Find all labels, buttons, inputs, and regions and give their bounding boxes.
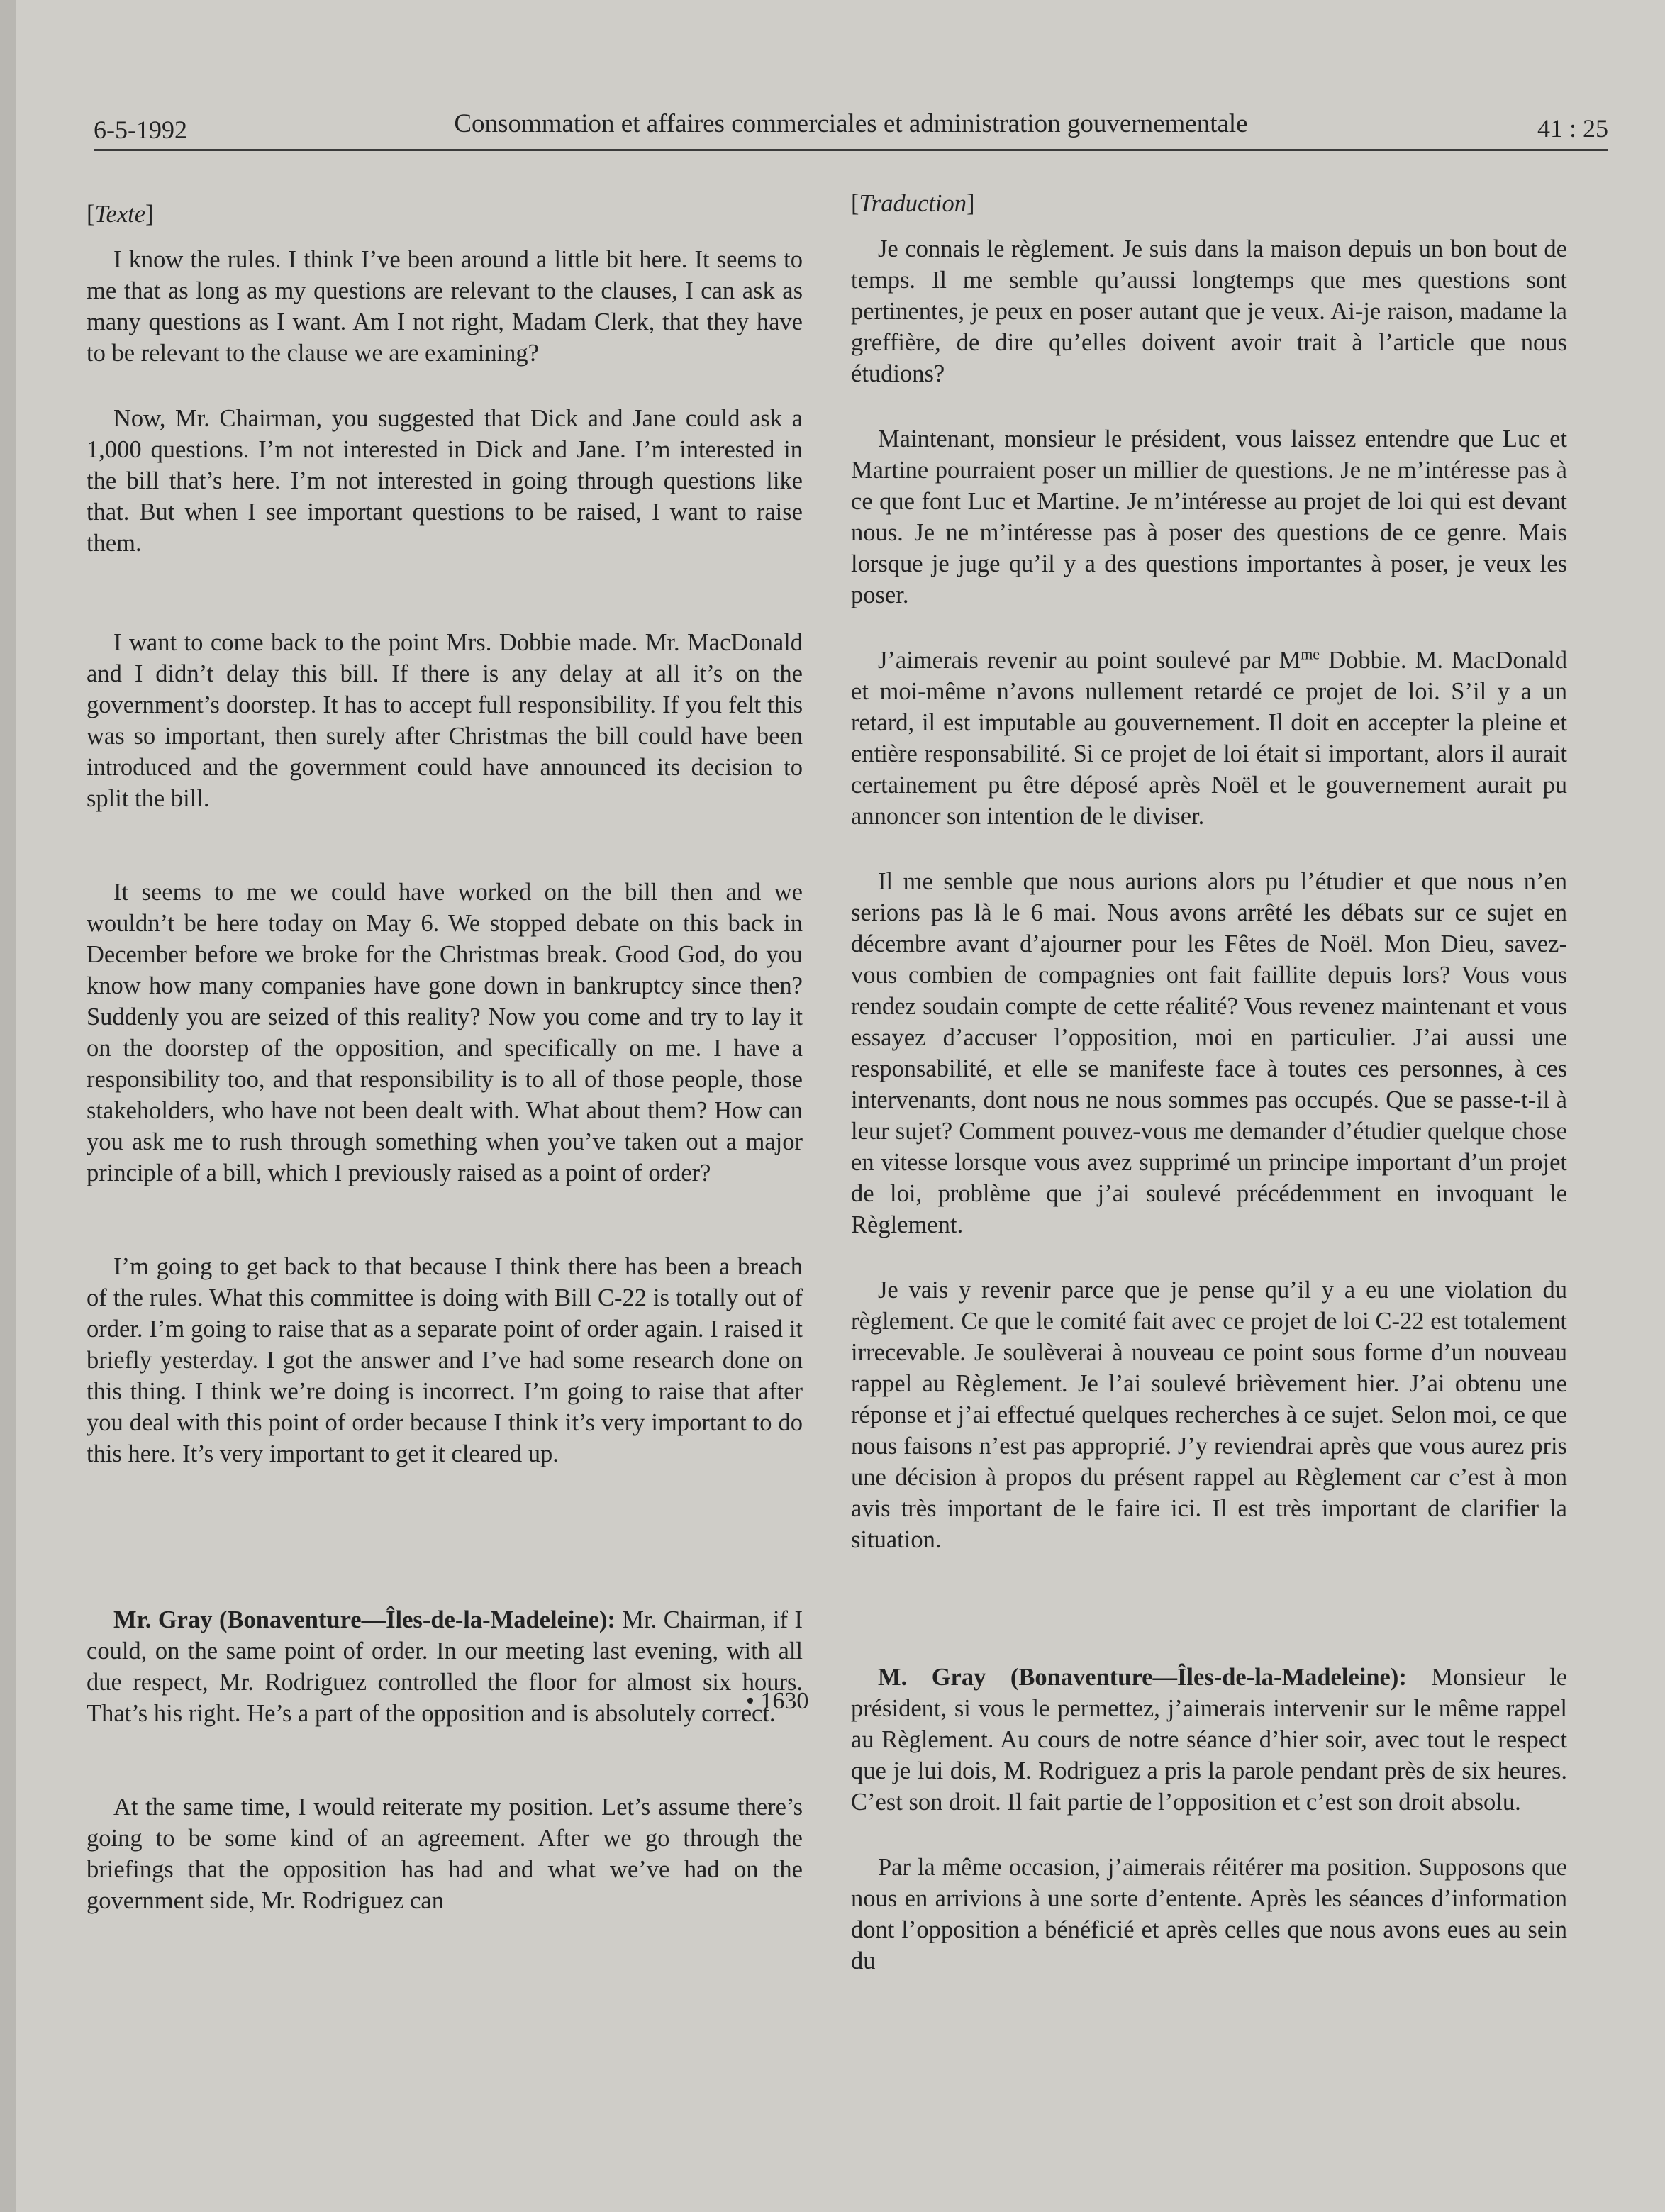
paragraph: At the same time, I would reiterate my position. Let’s assume there’s going to be some kind of an agreement. After we go through the briefings that the opposition has had and what we’ve had on the government side, Mr. Rodriguez can: [87, 1794, 803, 1914]
speaker-text: Monsieur le président, si vous le permettez, j’aimerais intervenir sur le même rappel au Règlement. Au cours de notre séance d’hier soir, avec tout le respect que je lui dois, M. Rodriguez a pris la parole pendant près de six heures. C’est son droit. Il fait partie de l’opposition et c’est son droit absolu.: [851, 1664, 1568, 1816]
paragraph: Il me semble que nous aurions alors pu l’étudier et que nous n’en serions pas là le 6 mai. Nous avons arrêté les débats sur ce sujet en décembre avant d’ajourner pour les Fêtes de Noël. Mon Dieu, savez-vous combien de compagnies ont fait faillite depuis lors? Vous vous rendez soudain compte de cette réalité? Vous revenez maintenant et vous essayez d’accuser l’opposition, moi en particulier. J’ai aussi une responsabilité, et elle se manifeste face à toutes ces personnes, à ces intervenants, dont nous ne nous sommes pas occupés. Que se passe-t-il à leur sujet? Comment pouvez-vous me demander d’étudier quelque chose en vitesse lorsque vous avez supprimé un principe important d’un projet de loi, problème que j’ai soulevé précédemment en invoquant le Règlement.: [851, 868, 1567, 1238]
header-page-number: 41 : 25: [1537, 114, 1608, 143]
speaker-name: Mr. Gray (Bonaventure—Îles-de-la-Madeleine):: [113, 1606, 616, 1633]
paragraph: I want to come back to the point Mrs. Dobbie made. Mr. MacDonald and I didn’t delay this bill. If there is any delay at all it’s on the government’s doorstep. It has to accept full responsibility. If you felt this was so important, then surely after Christmas the bill could have been introduced and the government could have announced its decision to split the bill.: [87, 629, 803, 812]
speaker-paragraph: [851, 1662, 1567, 1818]
speaker-paragraph: [87, 1604, 803, 1729]
english-column: [87, 199, 803, 1916]
paragraph: Now, Mr. Chairman, you suggested that Dick and Jane could ask a 1,000 questions. I’m not interested in Dick and Jane. I’m interested in the bill that’s here. I’m not interested in going through questions like that. But when I see important questions to be raised, I want to raise them.: [87, 405, 803, 557]
header-date: 6-5-1992: [94, 116, 187, 144]
header-title: Consommation et affaires commerciales et administration gouvernementale: [454, 109, 1248, 138]
speaker-text: Mr. Chairman, if I could, on the same point of order. In our meeting last evening, with all due respect, Mr. Rodriguez controlled the floor for almost six hours. That’s his right. He’s a part of the opposition and is absolutely correct.: [87, 1606, 803, 1727]
timestamp: • 1630: [746, 1688, 809, 1714]
paragraph: I’m going to get back to that because I think there has been a breach of the rules. What this committee is doing with Bill C-22 is totally out of order. I’m going to raise that as a separate point of order again. I raised it briefly yesterday. I got the answer and I’ve had some research done on this thing. I think we’re doing is incorrect. I’m going to raise that after you deal with this point of order because I think it’s very important to do this here. It’s very important to get it cleared up.: [87, 1253, 803, 1467]
paragraph: Par la même occasion, j’aimerais réitérer ma position. Supposons que nous en arrivions à une sorte d’entente. Après les séances d’information dont l’opposition a bénéficié et après celles que nous avons eues au sein du: [851, 1854, 1567, 1974]
paragraph: J’aimerais revenir au point soulevé par $M^{me}$ Dobbie. M. MacDonald et moi-même n’avons nullement retardé ce projet de loi. S’il y a un retard, il est imputable au gouvernement. Il doit en accepter la pleine et entière responsabilité. Si ce projet de loi était si important, alors il aurait certainement pu être déposé après Noël et le gouvernement aurait pu annoncer son intention de le diviser.: [851, 645, 1567, 830]
paragraph: Maintenant, monsieur le président, vous laissez entendre que Luc et Martine pourraient poser un millier de questions. Je ne m’intéresse pas à ce que font Luc et Martine. Je m’intéresse au projet de loi qui est devant nous. Je ne m’intéresse pas à poser des questions de ce genre. Mais lorsque je juge qu’il y a des questions importantes à poser, je veux les poser.: [851, 426, 1567, 608]
paragraph: It seems to me we could have worked on the bill then and we wouldn’t be here today on May 6. We stopped debate on this back in December before we broke for the Christmas break. Good God, do you know how many companies have gone down in bankruptcy since then? Suddenly you are seized of this reality? Now you come and try to lay it on the doorstep of the opposition, and specifically on me. I have a responsibility too, and that responsibility is to all of those people, those stakeholders, who have not been dealt with. What about them? How can you ask me to rush through something when you’ve taken out a major principle of a bill, which I previously raised as a point of order?: [87, 879, 803, 1186]
speaker-name: M. Gray (Bonaventure—Îles-de-la-Madeleine):: [878, 1664, 1407, 1691]
translation-marker: [Traduction]: [851, 190, 975, 217]
paragraph: I know the rules. I think I’ve been around a little bit here. It seems to me that as long as my questions are relevant to the clauses, I can ask as many questions as I want. Am I not right, Madam Clerk, that they have to be relevant to the clause we are examining?: [87, 246, 803, 367]
paragraph: Je vais y revenir parce que je pense qu’il y a eu une violation du règlement. Ce que le comité fait avec ce projet de loi C-22 est totalement irrecevable. Je soulèverai à nouveau ce point sous forme d’un nouveau rappel au Règlement. Je l’ai soulevé brièvement hier. J’ai obtenu une réponse et j’ai effectué quelques recherches à ce sujet. Selon moi, ce que nous faisons n’est pas approprié. J’y reviendrai après que vous aurez pris une décision à propos du présent rappel au Règlement car c’est à mon avis très important de le faire ici. Il est très important de clarifier la situation.: [851, 1277, 1567, 1553]
text-marker: [Texte]: [87, 201, 154, 228]
paragraph: Je connais le règlement. Je suis dans la maison depuis un bon bout de temps. Il me semble qu’aussi longtemps que mes questions sont pertinentes, je peux en poser autant que je veux. Ai-je raison, madame la greffière, de dire qu’elles doivent avoir trait à l’article que nous étudions?: [851, 235, 1567, 387]
french-column: [851, 188, 1567, 1977]
page-header: [94, 106, 1608, 151]
document-page: [16, 0, 1665, 2212]
